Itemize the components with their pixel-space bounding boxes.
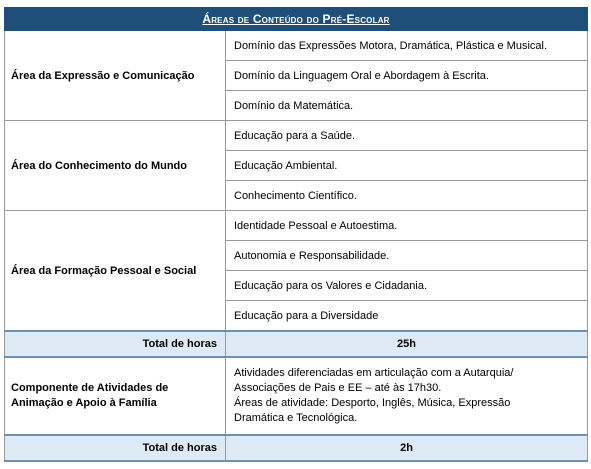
total-hours-row (5, 331, 588, 357)
area-item: Conhecimento Científico. (226, 181, 588, 211)
area-item: Educação para a Diversidade (226, 301, 588, 332)
table-row (5, 31, 588, 61)
component-name: Componente de Atividades de Animação e Apoio à Família (5, 357, 226, 435)
area-name: Área da Formação Pessoal e Social (5, 211, 226, 332)
total-hours-value: 2h (226, 435, 588, 461)
area-item: Domínio da Matemática. (226, 91, 588, 121)
area-item: Educação Ambiental. (226, 151, 588, 181)
area-item: Identidade Pessoal e Autoestima. (226, 211, 588, 241)
area-item: Educação para os Valores e Cidadania. (226, 271, 588, 301)
area-item: Educação para a Saúde. (226, 121, 588, 151)
total-hours-row (5, 435, 588, 461)
table-row (5, 121, 588, 151)
total-hours-label: Total de horas (5, 435, 226, 461)
area-name: Área da Expressão e Comunicação (5, 31, 226, 121)
curriculum-table-container (4, 7, 587, 462)
table-title: Áreas de Conteúdo do Pré-Escolar (5, 8, 588, 31)
component-description (226, 357, 588, 435)
curriculum-table (4, 7, 588, 462)
area-name: Área do Conhecimento do Mundo (5, 121, 226, 211)
table-row (5, 357, 588, 435)
total-hours-label: Total de horas (5, 331, 226, 357)
total-hours-value: 25h (226, 331, 588, 357)
table-row (5, 211, 588, 241)
area-item: Domínio da Linguagem Oral e Abordagem à Escrita. (226, 61, 588, 91)
area-item: Domínio das Expressões Motora, Dramática, Plástica e Musical. (226, 31, 588, 61)
component-description-text: Atividades diferenciadas em articulação com a Autarquia/ Associações de Pais e EE – até às 17h30. Áreas de atividade: Desporto, Inglês, Música, Expressão Dramática e Tecnológica. (234, 367, 514, 424)
area-item: Autonomia e Responsabilidade. (226, 241, 588, 271)
